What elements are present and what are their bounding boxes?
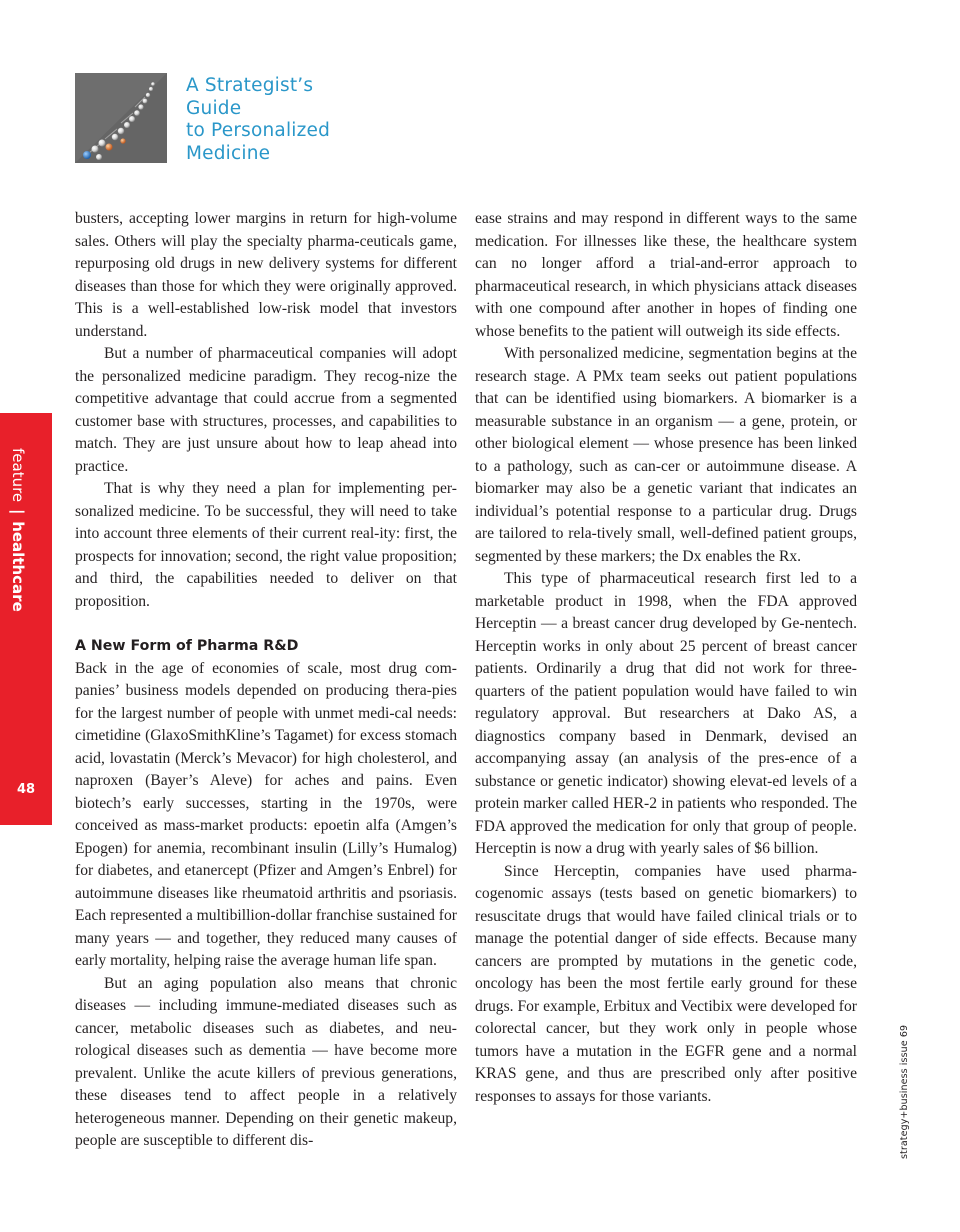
- title-line: Guide: [186, 97, 242, 119]
- paragraph: But an aging population also means that chronic diseases — including immune-mediated diseases such as cancer, metabolic diseases such as diabetes, and neu-rological diseases such as dementia — have become more prevalent. Unlike the acute killers of previous generations, these diseases tend to affect people in a relatively heterogeneous manner. Depending on their genetic makeup, people are susceptible to different dis-: [75, 974, 457, 1149]
- dna-helix-icon: [75, 73, 167, 163]
- dna-helix-image: [75, 73, 167, 163]
- paragraph: Back in the age of economies of scale, most drug com-panies’ business models depended on producing thera-pies for the largest number of people with unmet medi-cal needs: cimetidine (GlaxoSmithKline’s Tagamet) for excess stomach acid, lovastatin (Merck’s Mevacor) for high cholesterol, and naproxen (Bayer’s Aleve) for aches and pains. Even biotech’s early successes, starting in the 1970s, were conceived as mass-market products: epoetin alfa (Amgen’s Epogen) for anemia, recombinant insulin (Lilly’s Humalog) for diabetes, and etanercept (Pfizer and Amgen’s Enbrel) for autoimmune diseases like rheumatoid arthritis and psoriasis. Each represented a multibillion-dollar franchise sustained for many years — and together, they reduced many causes of early mortality, helping raise the average human life span.: [75, 659, 457, 969]
- paragraph: ease strains and may respond in different ways to the same medication. For illnesses like these, the healthcare system can no longer afford a trial-and-error approach to pharmaceutical research, in which physicians attack diseases with one compound after another in hopes of finding one whose benefits to the patient will outweigh its side effects.: [475, 210, 857, 340]
- paragraph: Since Herceptin, companies have used pharma-cogenomic assays (tests based on genetic biomarkers) to resuscitate drugs that would have failed clinical trials or to manage the potential danger of side effects. Because many cancers are prompted by mutations in the genetic code, oncology has been the most fertile early ground for these drugs. For example, Erbitux and Vectibix were developed for colorectal cancer, but they work only in people whose tumors have a mutation in the EGFR gene and a normal KRAS gene, and thus are prescribed only after positive responses to assays for those variants.: [475, 862, 857, 1105]
- paragraph: That is why they need a plan for implementing per-sonalized medicine. To be successful, they will need to take into account three elements of their current real-ity: first, the prospects for innovation; second, the right value proposition; and third, the capabilities needed to deliver on that proposition.: [75, 480, 457, 610]
- publication-name: strategy+business issue 69: [899, 1024, 910, 1159]
- paragraph: But a number of pharmaceutical companies will adopt the personalized medicine paradigm. They recog-nize the competitive advantage that could accrue from a segmented customer base with structures, processes, and capabilities to match. They are just unsure about how to leap ahead into practice.: [75, 345, 457, 475]
- title-line: A Strategist’s: [186, 75, 314, 96]
- right-column: [475, 208, 857, 1108]
- section-topic: healthcare: [9, 521, 27, 612]
- title-line: Medicine: [186, 142, 271, 164]
- paragraph: With personalized medicine, segmentation begins at the research stage. A PMx team seeks out patient populations that can be identified using biomarkers. A biomarker is a measurable substance in an organism — a gene, protein, or other biological element — whose presence has been linked to a pathology, such as can-cer or autoimmune disease. A biomarker may also be a genetic variant that indicates an individual’s potential response to a particular drug. Drugs are tailored to rela-tively small, well-defined patient groups, segmented by these markers; the Dx enables the Rx.: [475, 345, 857, 565]
- paragraph: This type of pharmaceutical research first led to a marketable product in 1998, when the FDA approved Herceptin — a breast cancer drug developed by Ge-nentech. Herceptin works in only about 25 percent of breast cancer patients. Ordinarily a drug that did not work for three-quarters of the patient population would have failed to win regulatory approval. But researchers at Dako AS, a diagnostics company based in Denmark, devised an accompanying assay (an analysis of the pres-ence of a substance or genetic indicator) showing elevat-ed levels of a protein marker called HER-2 in patients who responded. The FDA approved the medication for only that group of people. Herceptin is now a drug with yearly sales of $6 billion.: [475, 570, 857, 857]
- paragraph: busters, accepting lower margins in return for high-volume sales. Others will play the specialty pharma-ceuticals game, repurposing old drugs in new delivery systems for different diseases than those for which they were originally approved. This is a well-established low-risk model that investors understand.: [75, 210, 457, 340]
- left-column: [75, 208, 457, 1153]
- section-separator: |: [9, 508, 27, 515]
- section-name: feature: [9, 448, 27, 503]
- page-number: 48: [16, 782, 36, 797]
- title-line: to Personalized: [186, 120, 331, 141]
- section-heading: A New Form of Pharma R&D: [75, 638, 299, 654]
- article-title: [186, 75, 386, 165]
